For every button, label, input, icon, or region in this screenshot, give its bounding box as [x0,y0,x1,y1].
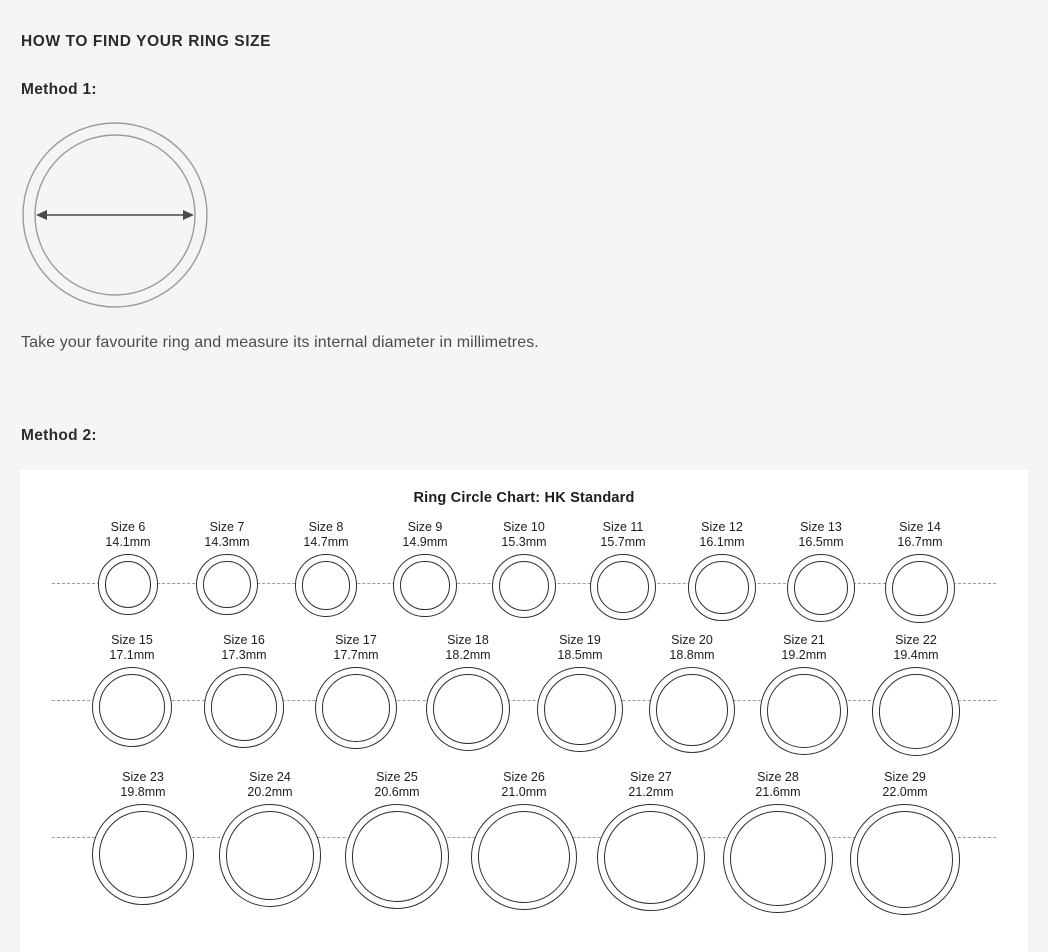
ring-inner-circle [478,811,570,903]
ring-diameter-label: 22.0mm [882,785,928,799]
ring-size-cell[interactable] [376,520,475,617]
ring-inner-circle [99,674,165,740]
ring-size-label: Size 10 [503,520,545,534]
ring-circle-graphic [872,667,961,756]
ring-circle-graphic [723,804,832,913]
ring-size-cell[interactable] [76,633,188,747]
ring-size-cell[interactable] [574,520,673,620]
ring-outer-circle [590,554,656,620]
ring-inner-circle [656,674,728,746]
ring-diameter-label: 14.3mm [204,535,250,549]
chart-row [20,633,1028,756]
ring-size-label: Size 9 [407,520,443,534]
ring-outer-circle [315,667,397,749]
ring-diameter-label: 15.3mm [501,535,547,549]
ring-inner-circle [99,811,186,898]
ring-outer-circle [345,804,450,909]
arrow-right-icon [183,210,194,220]
ring-circle-graphic [196,554,257,615]
chart-row-cells [20,520,1028,623]
ring-diameter-label: 19.4mm [893,648,939,662]
ring-diameter-label: 18.5mm [557,648,603,662]
ring-size-cell[interactable] [475,520,574,618]
ring-diameter-label: 17.3mm [221,648,267,662]
ring-size-label: Size 16 [223,633,265,647]
ring-size-label: Size 18 [447,633,489,647]
ring-size-cell[interactable] [524,633,636,752]
ring-circle-graphic [590,554,656,620]
chart-row-cells [20,770,1028,915]
ring-outer-circle [196,554,257,615]
ring-diameter-label: 14.7mm [303,535,349,549]
ring-outer-circle [787,554,855,622]
ring-outer-circle [471,804,577,910]
ring-diameter-label: 21.2mm [628,785,674,799]
ring-inner-circle [597,561,649,613]
ring-size-cell[interactable] [748,633,860,755]
ring-circle-chart-panel [20,470,1028,952]
ring-outer-circle [885,554,954,623]
ring-inner-circle [604,811,697,904]
ring-size-label: Size 22 [895,633,937,647]
ring-outer-circle [492,554,556,618]
ring-diameter-label: 16.7mm [897,535,943,549]
ring-inner-circle [211,674,278,741]
ring-size-label: Size 19 [559,633,601,647]
page-title: HOW TO FIND YOUR RING SIZE [21,33,272,50]
chart-row [20,770,1028,915]
ring-inner-circle [322,674,390,742]
ring-size-label: Size 15 [111,633,153,647]
ring-circle-graphic [787,554,855,622]
ring-diameter-label: 19.2mm [781,648,827,662]
ring-size-cell[interactable] [188,633,300,748]
ring-size-cell[interactable] [412,633,524,751]
ring-inner-circle [400,561,449,610]
ring-outer-circle [92,667,172,747]
ring-inner-circle [302,561,351,610]
ring-diameter-label: 18.8mm [669,648,715,662]
chart-title: Ring Circle Chart: HK Standard [413,490,635,506]
ring-circle-graphic [393,554,456,617]
ring-outer-circle [393,554,456,617]
ring-size-cell[interactable] [334,770,461,909]
ring-diameter-label: 14.9mm [402,535,448,549]
ring-outer-circle [872,667,961,756]
ring-inner-circle [695,561,748,614]
ring-inner-circle [544,674,615,745]
ring-size-cell[interactable] [277,520,376,617]
ring-circle-graphic [688,554,755,621]
ring-inner-circle [352,811,443,902]
ring-circle-graphic [204,667,285,748]
ring-inner-circle [226,811,315,900]
ring-size-cell[interactable] [461,770,588,910]
ring-diameter-label: 17.1mm [109,648,155,662]
ring-size-label: Size 24 [249,770,291,784]
ring-inner-circle [105,561,152,608]
ring-outer-circle [597,804,704,911]
ring-size-cell[interactable] [588,770,715,911]
ring-outer-circle [98,554,159,615]
ring-outer-circle [295,554,358,617]
ring-diameter-label: 17.7mm [333,648,379,662]
ring-diameter-label: 19.8mm [120,785,166,799]
ring-inner-circle [433,674,503,744]
ring-circle-graphic [760,667,848,755]
ring-circle-graphic [850,804,961,915]
ring-size-cell[interactable] [860,633,972,756]
ring-inner-circle [892,561,947,616]
ring-size-cell[interactable] [636,633,748,753]
ring-outer-circle [426,667,510,751]
ring-outer-circle [219,804,322,907]
ring-circle-graphic [295,554,358,617]
ring-outer-circle [537,667,622,752]
ring-inner-circle [794,561,848,615]
ring-size-cell[interactable] [715,770,842,913]
ring-inner-circle [203,561,250,608]
ring-size-label: Size 7 [209,520,245,534]
ring-size-label: Size 28 [757,770,799,784]
ring-outer-circle [760,667,848,755]
ring-diameter-label: 20.6mm [374,785,420,799]
ring-inner-circle [767,674,841,748]
ring-circle-graphic [92,804,193,905]
ring-diameter-diagram [20,120,210,310]
chart-row-cells [20,633,1028,756]
ring-size-label: Size 27 [630,770,672,784]
ring-size-cell[interactable] [178,520,277,615]
ring-size-label: Size 14 [899,520,941,534]
ring-size-cell[interactable] [842,770,969,915]
ring-diameter-label: 14.1mm [105,535,151,549]
ring-size-label: Size 26 [503,770,545,784]
ring-size-label: Size 17 [335,633,377,647]
ring-size-label: Size 29 [884,770,926,784]
ring-size-label: Size 23 [122,770,164,784]
ring-size-cell[interactable] [80,770,207,905]
ring-size-label: Size 6 [110,520,146,534]
ring-inner-circle [879,674,954,749]
ring-size-cell[interactable] [871,520,970,623]
ring-diameter-label: 20.2mm [247,785,293,799]
ring-circle-graphic [885,554,954,623]
ring-inner-circle [857,811,954,908]
ring-size-label: Size 11 [602,520,644,534]
ring-circle-graphic [537,667,622,752]
ring-outer-circle [204,667,285,748]
ring-outer-circle [850,804,961,915]
ring-size-label: Size 25 [376,770,418,784]
ring-size-cell[interactable] [207,770,334,907]
ring-size-label: Size 8 [308,520,344,534]
ring-outer-circle [688,554,755,621]
ring-inner-circle [730,811,825,906]
chart-row [20,520,1028,623]
ring-diameter-label: 15.7mm [600,535,646,549]
method-2-label: Method 2: [21,427,97,444]
ring-inner-circle [499,561,549,611]
ring-size-cell[interactable] [772,520,871,622]
ring-circle-graphic [492,554,556,618]
ring-outer-circle [649,667,735,753]
ring-size-cell[interactable] [300,633,412,749]
ring-circle-graphic [426,667,510,751]
ring-circle-graphic [471,804,577,910]
ring-circle-graphic [597,804,704,911]
method-1-label: Method 1: [21,81,97,98]
ring-diameter-label: 16.5mm [798,535,844,549]
ring-diameter-label: 16.1mm [699,535,745,549]
ring-diameter-label: 18.2mm [445,648,491,662]
ring-size-cell[interactable] [79,520,178,615]
ring-outer-circle [723,804,832,913]
method-1-caption: Take your favourite ring and measure its internal diameter in millimetres. [21,334,539,351]
ring-circle-graphic [98,554,159,615]
ring-size-cell[interactable] [673,520,772,621]
ring-circle-graphic [345,804,450,909]
ring-size-label: Size 12 [701,520,743,534]
ring-size-label: Size 21 [783,633,825,647]
ring-size-label: Size 20 [671,633,713,647]
ring-circle-graphic [219,804,322,907]
ring-circle-graphic [649,667,735,753]
ring-diameter-label: 21.6mm [755,785,801,799]
ring-circle-graphic [315,667,397,749]
ring-diameter-label: 21.0mm [501,785,547,799]
ring-outer-circle [92,804,193,905]
ring-diameter-svg [20,120,210,310]
ring-size-label: Size 13 [800,520,842,534]
arrow-left-icon [36,210,47,220]
ring-circle-graphic [92,667,172,747]
